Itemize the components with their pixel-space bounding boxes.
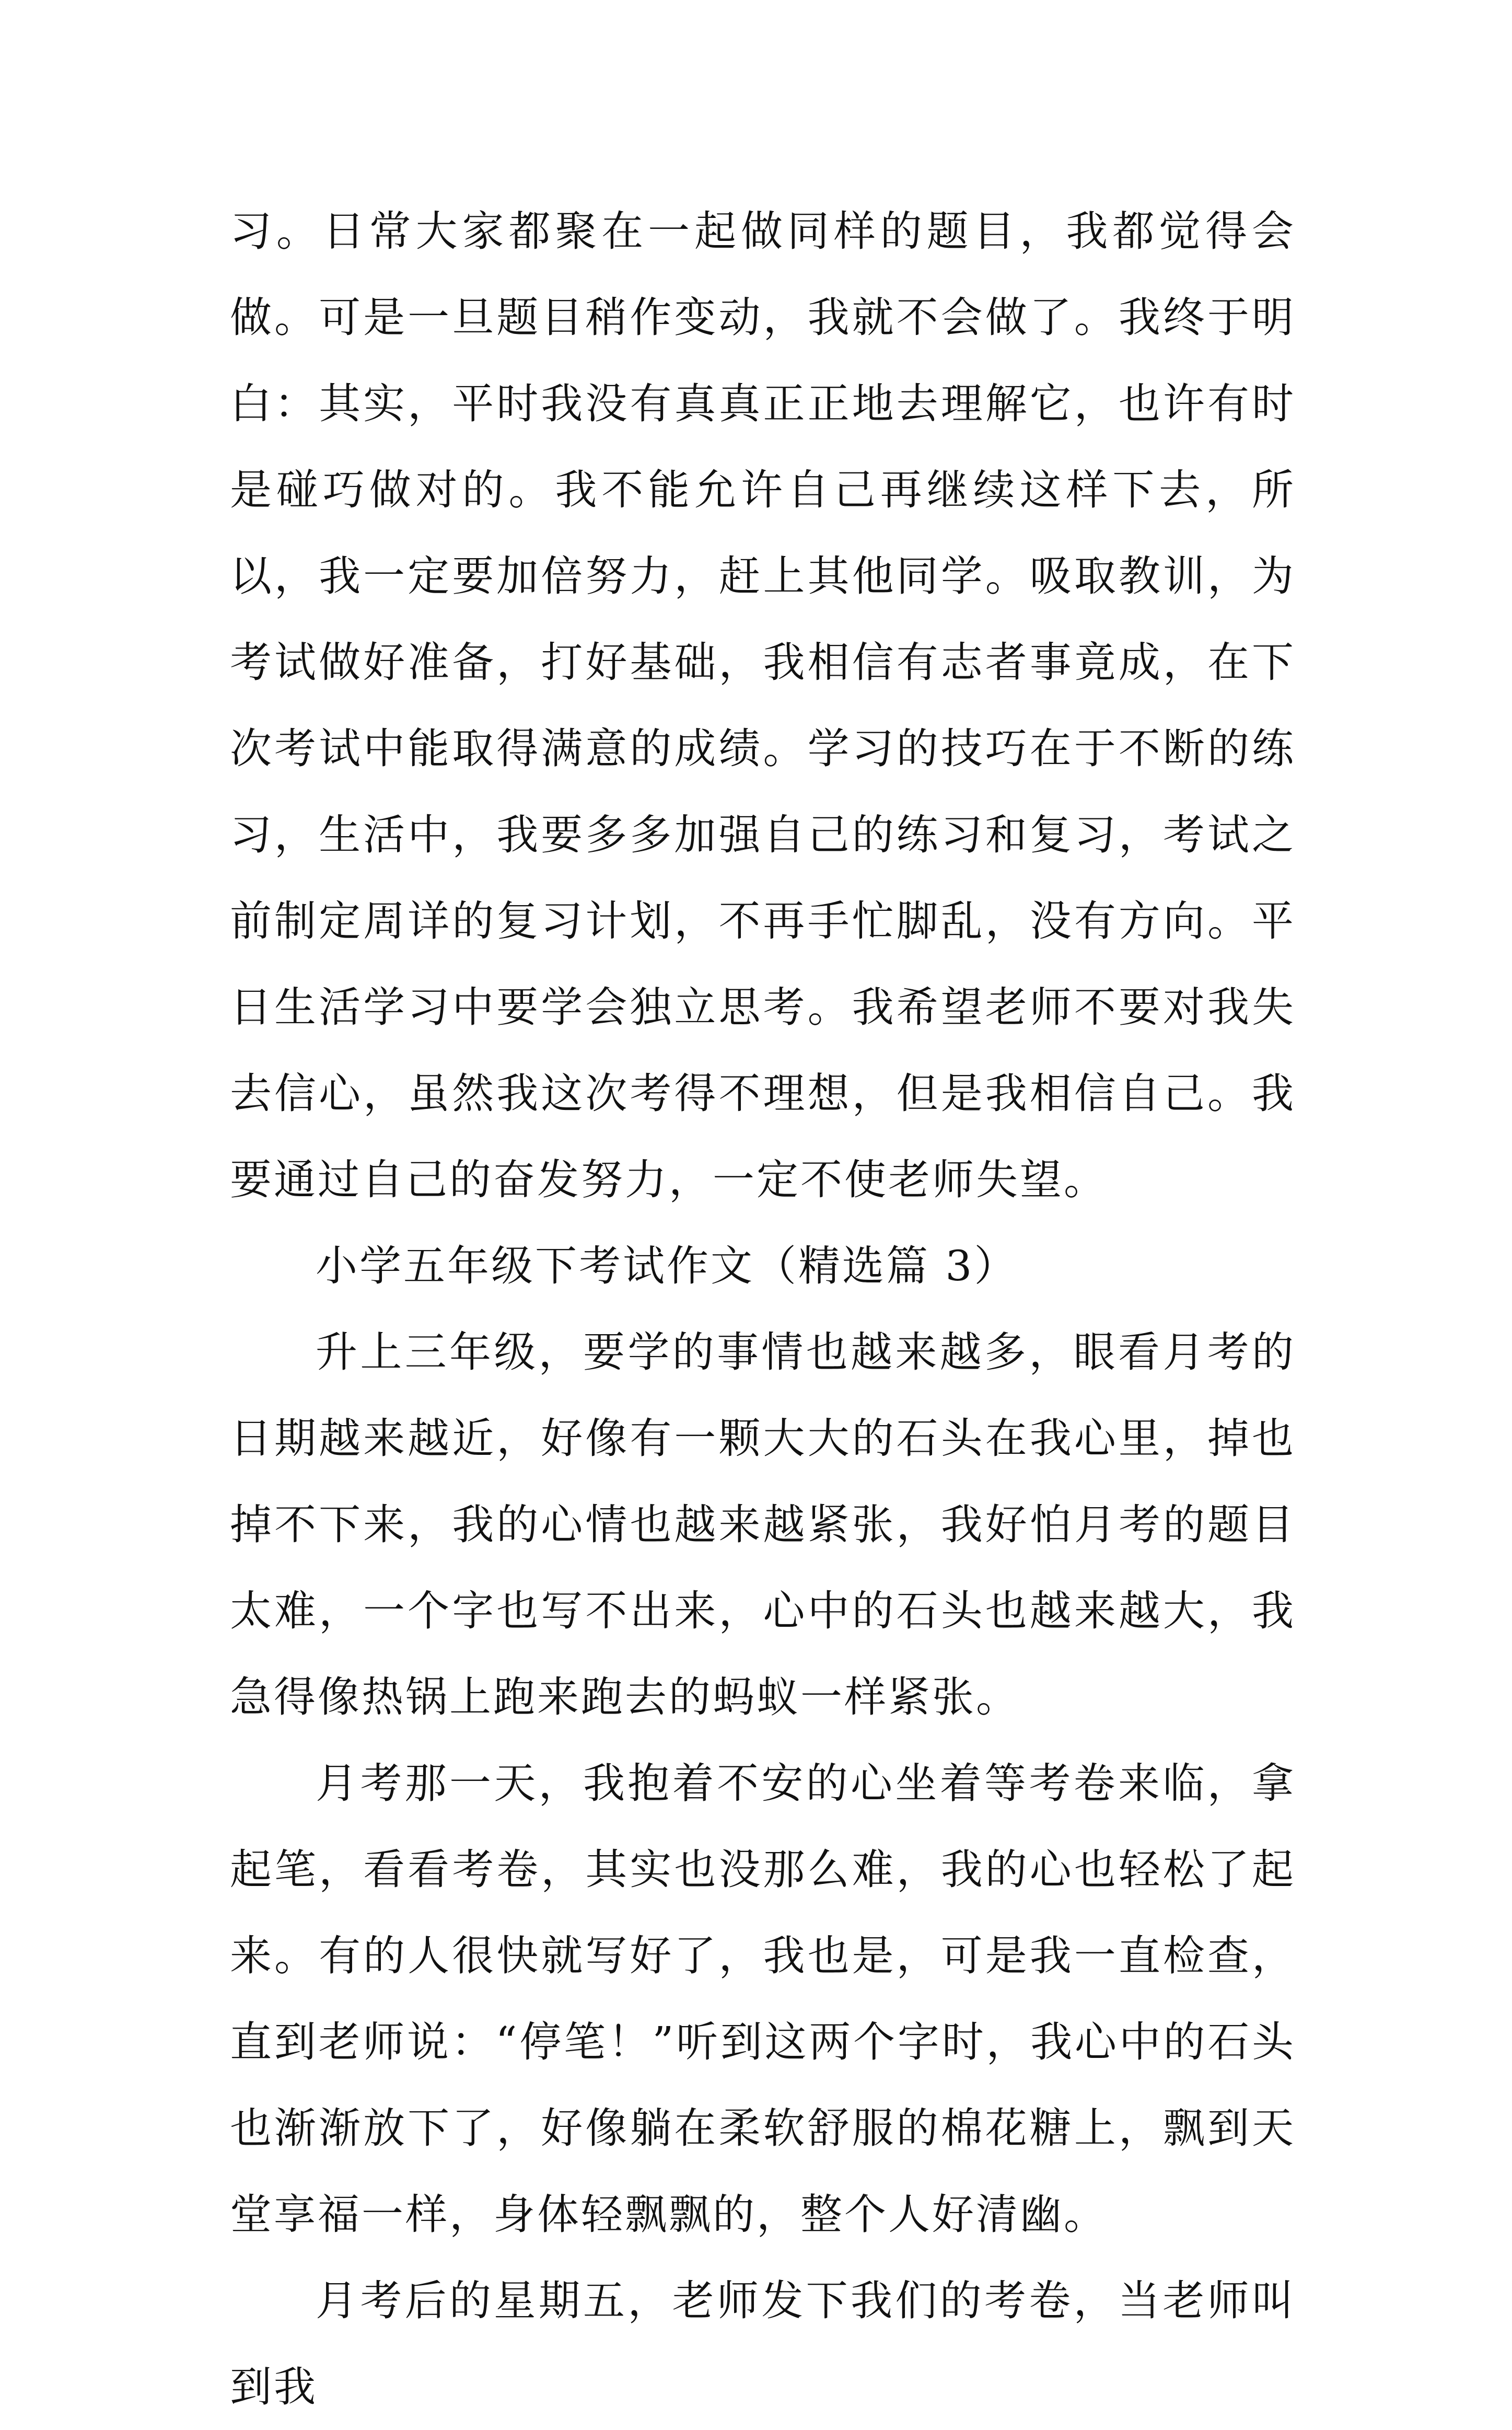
section-heading: 小学五年级下考试作文（精选篇 3） — [316, 1242, 1018, 1290]
paragraph-continuation: 习。日常大家都聚在一起做同样的题目，我都觉得会做。可是一旦题目稍作变动，我就不会做了。我终于明白：其实，平时我没有真真正正地去理解它，也许有时是碰巧做对的。我不能允许自己再继续这样下去，所以，我一定要加倍努力，赶上其他同学。吸取教训，为考试做好准备，打好基础，我相信有志者事竟成，在下次考试中能取得满意的成绩。学习的技巧在于不断的练习，生活中，我要多多加强自己的练习和复习，考试之前制定周详的复习计划，不再手忙脚乱，没有方向。平日生活学习中要学会独立思考。我希望老师不要对我失去信心，虽然我这次考得不理想，但是我相信自己。我要通过自己的奋发努力，一定不使老师失望。 — [230, 207, 1296, 1204]
paragraph-body: 月考那一天，我抱着不安的心坐着等考卷来临，拿起笔，看看考卷，其实也没那么难，我的心也轻松了起来。有的人很快就写好了，我也是，可是我一直检查，直到老师说：“停笔！”听到这两个字时，我心中的石头也渐渐放下了，好像躺在柔软舒服的棉花糖上，飘到天堂享福一样，身体轻飘飘的，整个人好清幽。 — [230, 1759, 1296, 2239]
paragraph-body: 月考后的星期五，老师发下我们的考卷，当老师叫到我 — [230, 2276, 1296, 2411]
paragraph-body: 升上三年级，要学的事情也越来越多，眼看月考的日期越来越近，好像有一颗大大的石头在我心里，掉也掉不下来，我的心情也越来越紧张，我好怕月考的题目太难，一个字也写不出来，心中的石头也越来越大，我急得像热锅上跑来跑去的蚂蚁一样紧张。 — [230, 1328, 1296, 1721]
document-body — [230, 188, 1296, 2430]
